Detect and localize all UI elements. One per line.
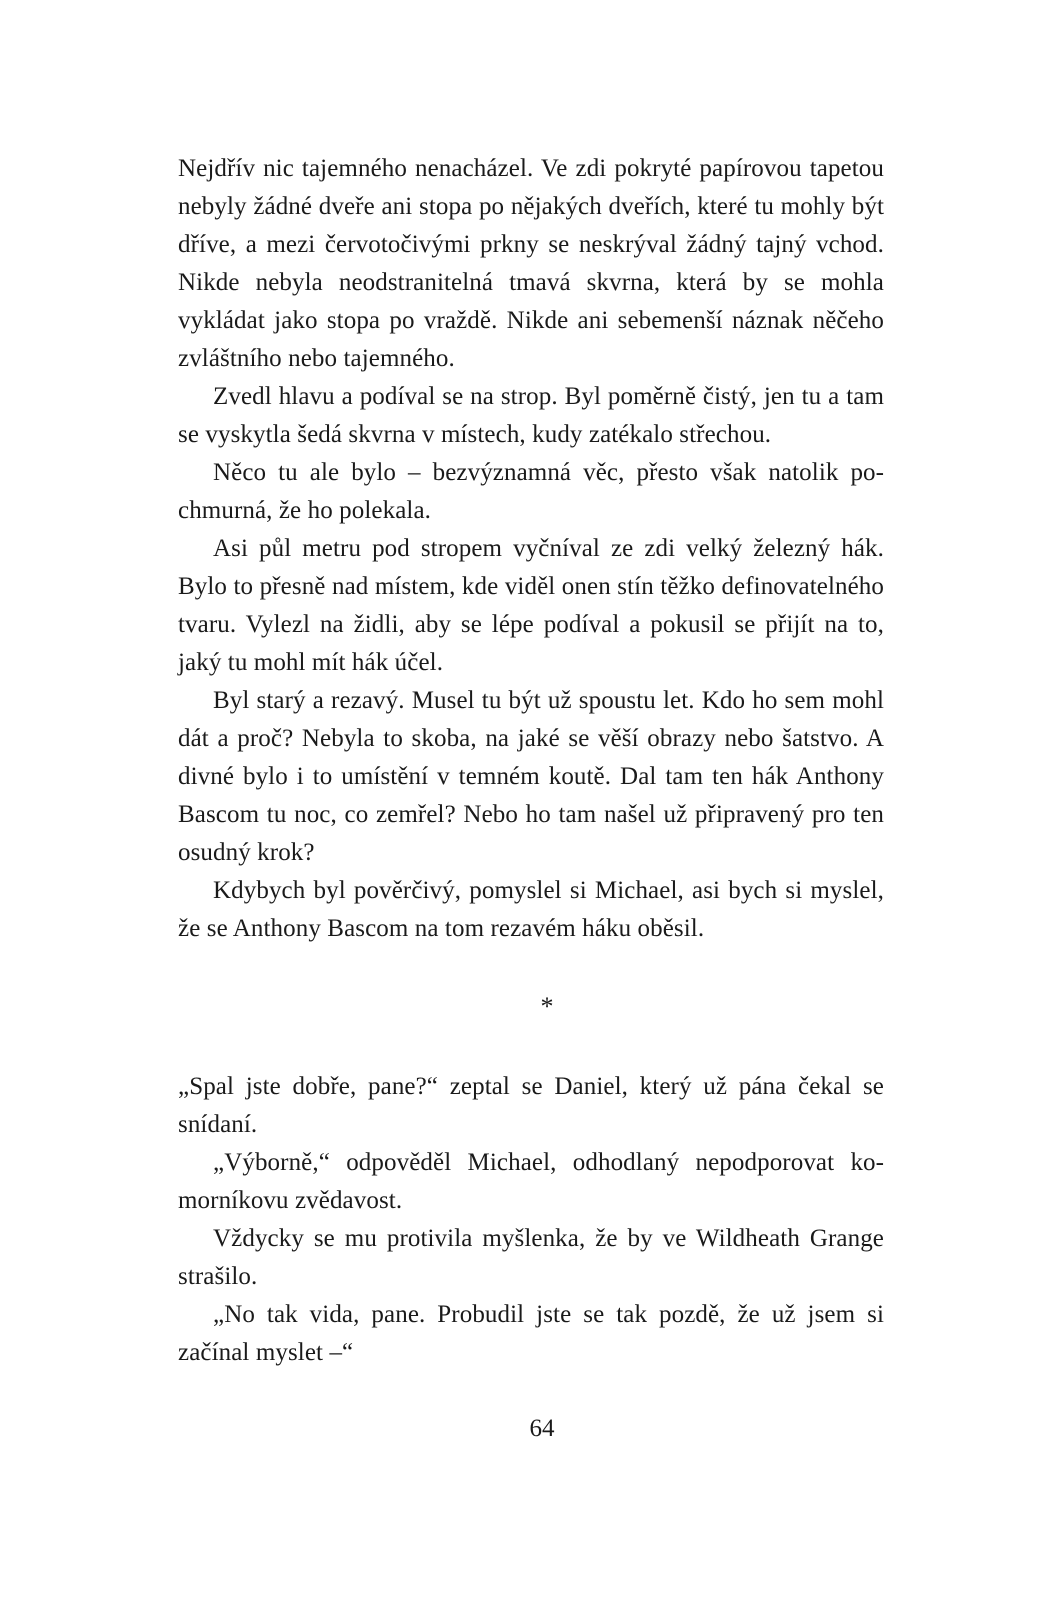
paragraph: Byl starý a rezavý. Musel tu být už spoustu let. Kdo ho sem mohl dát a proč? Nebyla to skoba, na jaké se věší obrazy nebo šatstvo. A divné bylo i to umístění v temném koutě. Dal tam ten hák Anthony Bascom tu noc, co zemřel? Nebo ho tam našel už připravený pro ten osudný krok? (178, 687, 884, 866)
section-separator: * (540, 992, 554, 1021)
paragraph: Kdybych byl pověrčivý, pomyslel si Michael, asi bych si myslel, že se Anthony Bascom na tom rezavém háku oběsil. (178, 877, 884, 942)
text-section-2 (178, 1068, 884, 1372)
text-section-1 (178, 150, 884, 948)
page-number: 64 (529, 1415, 555, 1442)
paragraph: „No tak vida, pane. Probudil jste se tak pozdě, že už jsem si začínal myslet –“ (178, 1301, 884, 1366)
paragraph: Něco tu ale bylo – bezvýznamná věc, přesto však natolik pochmurná, že ho polekala. (178, 459, 884, 524)
paragraph: Vždycky se mu protivila myšlenka, že by ve Wildheath Grange strašilo. (178, 1225, 884, 1290)
paragraph: Nejdřív nic tajemného nenacházel. Ve zdi pokryté papírovou tapetou nebyly žádné dveře ani stopa po nějakých dveřích, které tu mohly být dříve, a mezi červotočivými prkny se neskrýval žádný tajný vchod. Nikde nebyla neodstranitelná tmavá skvrna, která by se mohla vykládat jako stopa po vraždě. Nikde ani sebemenší náznak něčeho zvláštního nebo tajemného. (178, 155, 884, 372)
paragraph: „Spal jste dobře, pane?“ zeptal se Daniel, který už pána čekal se snídaní. (178, 1073, 884, 1138)
paragraph: Zvedl hlavu a podíval se na strop. Byl poměrně čistý, jen tu a tam se vyskytla šedá skvrna v místech, kudy zatékalo střechou. (178, 383, 884, 448)
paragraph: Asi půl metru pod stropem vyčníval ze zdi velký železný hák. Bylo to přesně nad místem, kde viděl onen stín těžko definovatelného tvaru. Vylezl na židli, aby se lépe podíval a pokusil se přijít na to, jaký tu mohl mít hák účel. (178, 535, 884, 676)
paragraph: „Výborně,“ odpověděl Michael, odhodlaný nepodporovat komorníkovu zvědavost. (178, 1149, 884, 1214)
